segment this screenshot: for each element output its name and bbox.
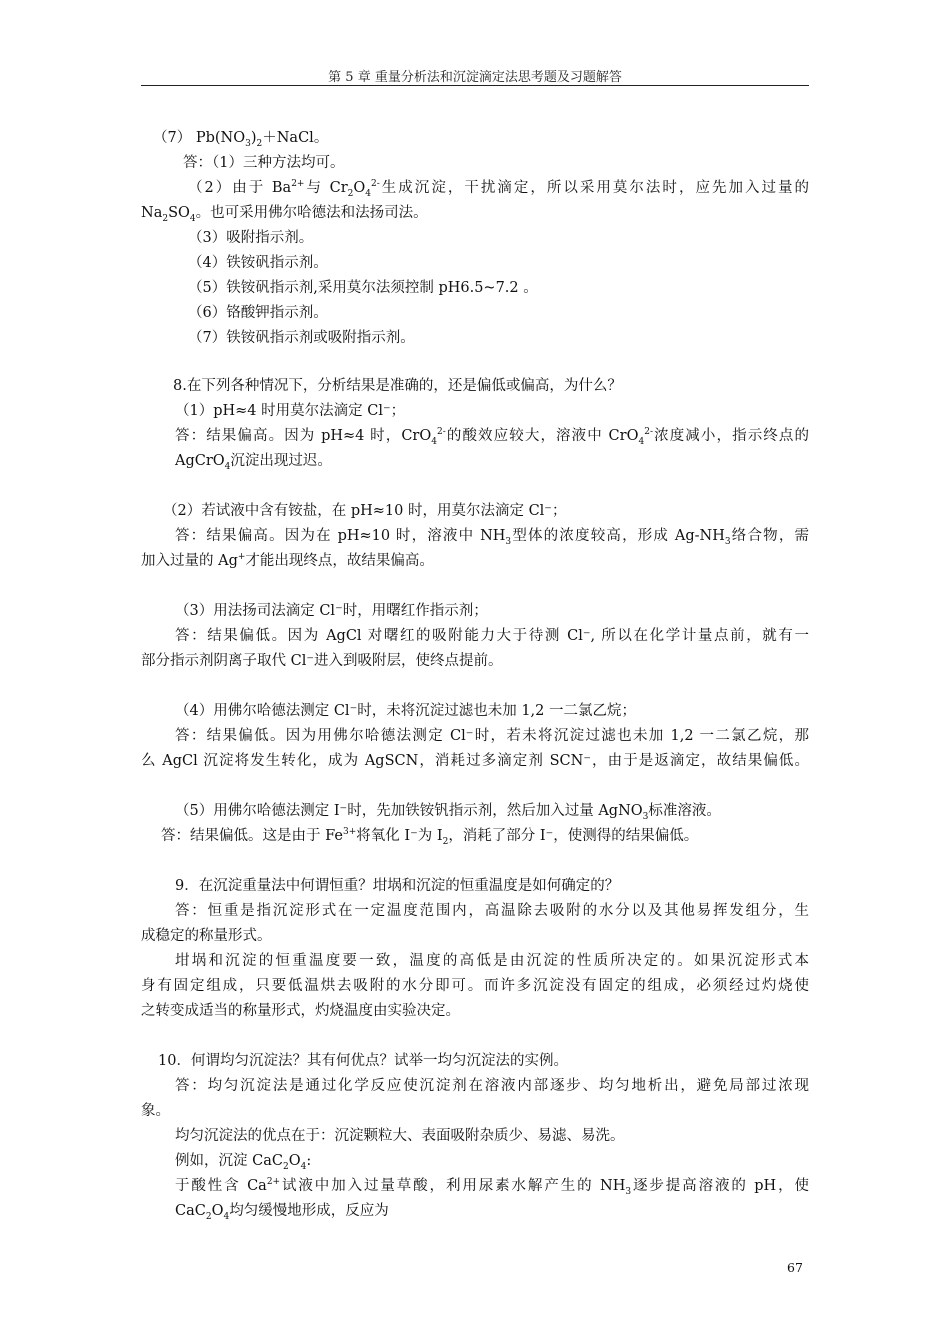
q8-case-3-question: （3）用法扬司法滴定 Cl⁻时，用曙红作指示剂； [175, 603, 488, 619]
q7-answer-3: （3）吸附指示剂。 [188, 230, 314, 246]
q8-case-3-answer-line-2: 部分指示剂阴离子取代 Cl⁻进入到吸附层，使终点提前。 [141, 653, 503, 669]
q10-example: 例如，沉淀 $CaC_2O_4$: [175, 1153, 312, 1172]
q10-answer-line-1: 答：均匀沉淀法是通过化学反应使沉淀剂在溶液内部逐步、均匀地析出，避免局部过浓现 [175, 1078, 809, 1094]
q10-title: 10．何谓均匀沉淀法？其有何优点？试举一均匀沉淀法的实例。 [158, 1053, 568, 1069]
q10-procedure-line-1: 于酸性含 $Ca^{2+}$试液中加入过量草酸，利用尿素水解产生的 $NH_3$逐步提高溶液的 pH，使 [175, 1177, 809, 1197]
q9-answer-line-1: 答：恒重是指沉淀形式在一定温度范围内，高温除去吸附的水分以及其他易挥发组分，生 [175, 903, 809, 919]
q8-case-1-question: （1）pH≈4 时用莫尔法滴定 Cl⁻； [175, 403, 406, 419]
q7-answer-2-line-1: （2）由于 $Ba^{2+}$与 $Cr_2O_4^{2-}$生成沉淀，干扰滴定，所以采用莫尔法时，应先加入过量的 [188, 179, 809, 199]
q8-case-5-answer: 答：结果偏低。这是由于 $Fe^{3+}$将氧化 I⁻为 $I_2$，消耗了部分 I⁻，使测得的结果偏低。 [161, 827, 699, 847]
q9-para-2-line-1: 坩埚和沉淀的恒重温度要一致，温度的高低是由沉淀的性质所决定的。如果沉淀形式本 [175, 953, 809, 969]
q7-answer-7: （7）铁铵矾指示剂或吸附指示剂。 [188, 330, 415, 346]
q7-answer-4: （4）铁铵矾指示剂。 [188, 255, 328, 271]
q8-case-2-question: （2）若试液中含有铵盐，在 pH≈10 时，用莫尔法滴定 Cl⁻； [163, 503, 567, 519]
q8-case-2-answer-line-1: 答：结果偏高。因为在 pH≈10 时，溶液中 $NH_3$型体的浓度较高，形成 $Ag-NH_3$络合物，需 [175, 528, 810, 547]
q7-answer-1: 答：（1）三种方法均可。 [183, 155, 345, 171]
q10-answer-line-2: 象。 [141, 1103, 170, 1119]
q8-case-5-question: （5）用佛尔哈德法测定 I⁻时，先加铁铵钒指示剂，然后加入过量 AgNO$_3$标准溶液。 [175, 803, 721, 822]
q7-answer-2-line-2: $Na_2SO_4$。也可采用佛尔哈德法和法扬司法。 [141, 205, 428, 224]
q8-title: 8.在下列各种情况下，分析结果是准确的，还是偏低或偏高，为什么？ [173, 378, 622, 394]
q7-answer-5: （5）铁铵矾指示剂,采用莫尔法须控制 pH6.5~7.2 。 [188, 280, 538, 296]
q10-procedure-line-2: $CaC_2O_4$均匀缓慢地形成，反应为 [175, 1203, 389, 1222]
q9-para-2-line-2: 身有固定组成，只要低温烘去吸附的水分即可。而许多沉淀没有固定的组成，必须经过灼烧使 [141, 978, 809, 994]
q8-case-4-answer-line-2: 么 AgCl 沉淀将发生转化，成为 AgSCN，消耗过多滴定剂 SCN⁻，由于是返滴定，故结果偏低。 [141, 753, 809, 769]
q8-case-3-answer-line-1: 答：结果偏低。因为 AgCl 对曙红的吸附能力大于待测 Cl⁻, 所以在化学计量点前，就有一 [175, 628, 809, 644]
q7-title: （7） $Pb(NO_3)_2+NaCl$。 [153, 130, 329, 149]
header-rule [141, 85, 809, 86]
q8-case-2-answer-line-2: 加入过量的 Ag+才能出现终点，故结果偏高。 [141, 552, 434, 569]
q9-title: 9．在沉淀重量法中何谓恒重？坩埚和沉淀的恒重温度是如何确定的？ [175, 878, 620, 894]
running-header: 第 5 章 重量分析法和沉淀滴定法思考题及习题解答 [328, 70, 622, 85]
q7-answer-6: （6）铬酸钾指示剂。 [188, 305, 328, 321]
page-number: 67 [787, 1260, 803, 1275]
q8-case-1-answer-line-1: 答：结果偏高。因为 pH≈4 时，CrO$_4^{2-}$的酸效应较大，溶液中 CrO$_4^{2-}$浓度减小，指示终点的 [175, 427, 809, 447]
q8-case-1-answer-line-2: AgCrO$_4$沉淀出现过迟。 [175, 453, 332, 472]
q8-case-4-question: （4）用佛尔哈德法测定 Cl⁻时，未将沉淀过滤也未加 1,2 一二氯乙烷； [175, 703, 636, 719]
q8-case-4-answer-line-1: 答：结果偏低。因为用佛尔哈德法测定 Cl⁻时，若未将沉淀过滤也未加 1,2 一二氯乙烷，那 [175, 728, 809, 744]
q10-advantages: 均匀沉淀法的优点在于：沉淀颗粒大、表面吸附杂质少、易滤、易洗。 [175, 1128, 625, 1144]
q9-para-2-line-3: 之转变成适当的称量形式，灼烧温度由实验决定。 [141, 1003, 460, 1019]
q9-answer-line-2: 成稳定的称量形式。 [141, 928, 272, 944]
